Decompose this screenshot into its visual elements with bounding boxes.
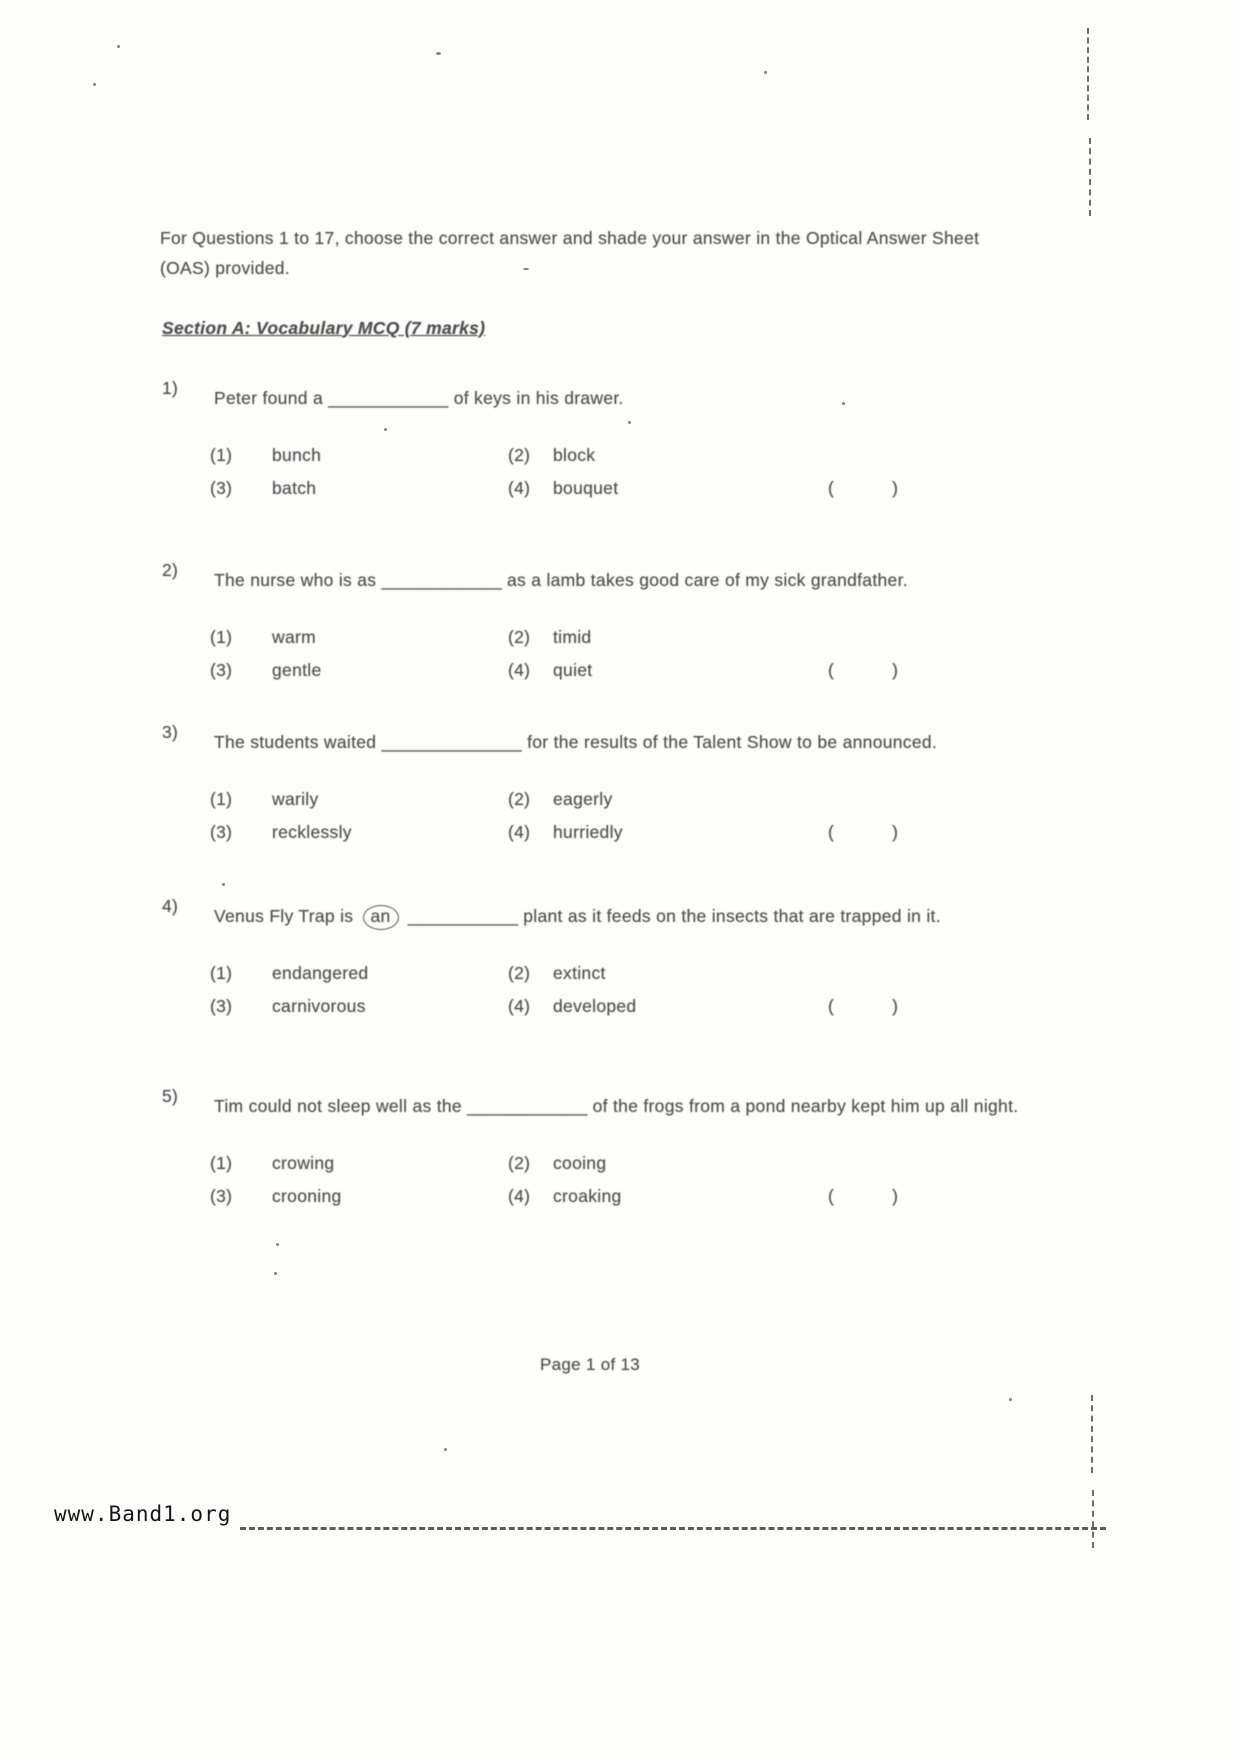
circled-word-annotation: an xyxy=(363,905,399,930)
option-label: eagerly xyxy=(553,789,613,809)
scan-artifact-speck xyxy=(384,428,387,431)
scan-artifact-speck xyxy=(628,421,631,424)
question-number: 5) xyxy=(162,1086,179,1106)
question-5 xyxy=(162,1086,1042,1212)
question-text: Tim could not sleep well as the ____________ of the frogs from a pond nearby kept him up all night. xyxy=(214,1096,1019,1116)
option-number: (4) xyxy=(508,996,531,1016)
option-label: block xyxy=(553,445,596,465)
option-label: warm xyxy=(272,627,316,647)
bracket-close: ) xyxy=(892,996,899,1016)
options-grid xyxy=(162,622,1042,686)
answer-brackets xyxy=(828,1181,898,1212)
question-text: Peter found a ____________ of keys in his drawer. xyxy=(214,388,624,408)
option-label: extinct xyxy=(553,963,606,983)
scan-artifact-speck xyxy=(1009,1398,1012,1401)
question-number: 4) xyxy=(162,896,179,916)
scan-artifact-edge-dash xyxy=(1087,28,1089,120)
option-number: (1) xyxy=(210,445,233,465)
question-4 xyxy=(162,896,1042,1022)
bracket-open: ( xyxy=(828,1186,835,1206)
bracket-open: ( xyxy=(828,996,835,1016)
scan-artifact-speck xyxy=(222,883,225,886)
answer-brackets xyxy=(828,473,898,504)
scan-artifact-edge-dash xyxy=(1091,1395,1093,1473)
option-label: gentle xyxy=(272,660,322,680)
bracket-open: ( xyxy=(828,660,835,680)
question-text-pre: Venus Fly Trap is xyxy=(214,906,354,926)
answer-brackets xyxy=(828,991,898,1022)
options-grid xyxy=(162,1148,1042,1212)
option-number: (1) xyxy=(210,963,233,983)
option-number: (2) xyxy=(508,1153,531,1173)
option-number: (2) xyxy=(508,963,531,983)
option-label: quiet xyxy=(553,660,593,680)
option-number: (4) xyxy=(508,822,531,842)
scan-artifact-speck xyxy=(764,71,767,74)
question-text-post: ___________ plant as it feeds on the insects that are trapped in it. xyxy=(407,906,941,926)
scan-artifact-speck xyxy=(436,52,441,55)
question-1 xyxy=(162,378,1042,504)
option-label: carnivorous xyxy=(272,996,366,1016)
option-number: (3) xyxy=(210,660,233,680)
question-3 xyxy=(162,722,1042,848)
bracket-close: ) xyxy=(892,478,899,498)
option-number: (1) xyxy=(210,1153,233,1173)
answer-brackets xyxy=(828,817,898,848)
option-number: (4) xyxy=(508,1186,531,1206)
option-label: bouquet xyxy=(553,478,619,498)
option-label: croaking xyxy=(553,1186,622,1206)
question-number: 3) xyxy=(162,722,179,742)
option-label: bunch xyxy=(272,445,322,465)
option-number: (1) xyxy=(210,627,233,647)
option-label: batch xyxy=(272,478,317,498)
scan-artifact-speck xyxy=(842,402,845,405)
option-label: hurriedly xyxy=(553,822,623,842)
bracket-close: ) xyxy=(892,822,899,842)
option-label: cooing xyxy=(553,1153,607,1173)
option-number: (3) xyxy=(210,478,233,498)
scan-artifact-speck xyxy=(523,268,529,270)
option-label: timid xyxy=(553,627,592,647)
question-text: The students waited ______________ for the results of the Talent Show to be announced. xyxy=(214,732,938,752)
question-text xyxy=(214,896,1042,936)
scan-artifact-edge-dash xyxy=(1089,138,1091,216)
option-label: warily xyxy=(272,789,319,809)
option-label: endangered xyxy=(272,963,369,983)
option-number: (2) xyxy=(508,627,531,647)
option-number: (2) xyxy=(508,789,531,809)
option-number: (2) xyxy=(508,445,531,465)
question-text: The nurse who is as ____________ as a lamb takes good care of my sick grandfather. xyxy=(214,570,908,590)
question-number: 2) xyxy=(162,560,179,580)
option-label: crowing xyxy=(272,1153,335,1173)
scan-artifact-speck xyxy=(444,1448,447,1451)
scan-artifact-edge-dash xyxy=(1092,1490,1094,1548)
page-number-footer: Page 1 of 13 xyxy=(539,1355,640,1374)
instructions-text: For Questions 1 to 17, choose the correct answer and shade your answer in the Optical Answer Sheet (OAS) provided. xyxy=(160,227,980,279)
question-number: 1) xyxy=(162,378,179,398)
scan-artifact-speck xyxy=(274,1272,277,1275)
answer-brackets xyxy=(828,655,898,686)
options-grid xyxy=(162,440,1042,504)
option-label: crooning xyxy=(272,1186,342,1206)
options-grid xyxy=(162,784,1042,848)
options-grid xyxy=(162,958,1042,1022)
scan-artifact-speck xyxy=(93,83,96,86)
option-number: (3) xyxy=(210,1186,233,1206)
scan-artifact-bottom-dash-line xyxy=(240,1527,1106,1530)
option-number: (3) xyxy=(210,996,233,1016)
option-number: (3) xyxy=(210,822,233,842)
option-label: recklessly xyxy=(272,822,352,842)
bracket-open: ( xyxy=(828,822,835,842)
option-number: (4) xyxy=(508,660,531,680)
bracket-close: ) xyxy=(892,660,899,680)
option-number: (1) xyxy=(210,789,233,809)
scan-artifact-speck xyxy=(117,45,120,48)
bracket-open: ( xyxy=(828,478,835,498)
scan-artifact-speck xyxy=(276,1243,279,1246)
watermark-url: www.Band1.org xyxy=(54,1502,232,1526)
option-number: (4) xyxy=(508,478,531,498)
section-heading: Section A: Vocabulary MCQ (7 marks) xyxy=(162,317,486,338)
bracket-close: ) xyxy=(892,1186,899,1206)
option-label: developed xyxy=(553,996,637,1016)
question-2 xyxy=(162,560,1042,686)
